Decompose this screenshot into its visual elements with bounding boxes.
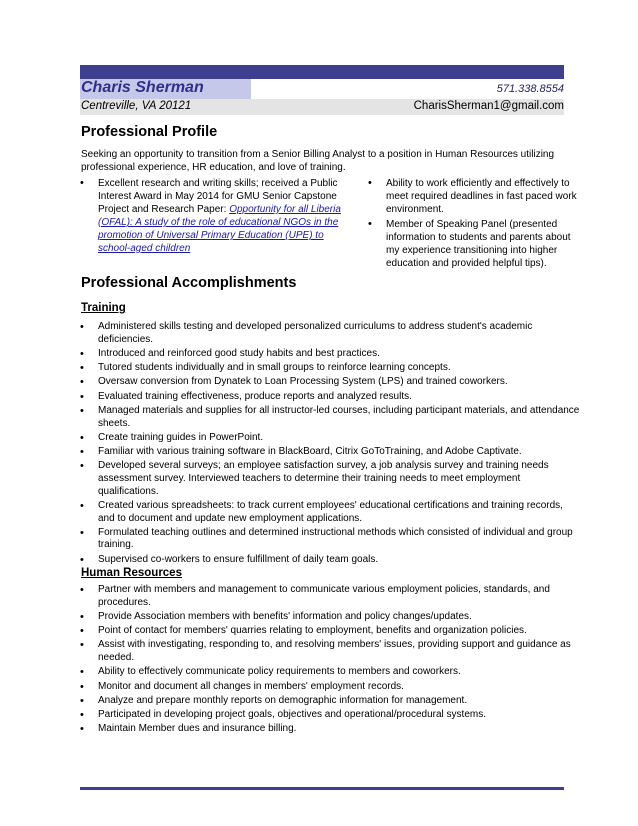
phone-number: 571.338.8554 (496, 83, 564, 95)
list-item: • Ability to work efficiently and effectively to meet required deadlines in fast paced work environment. (366, 177, 584, 216)
profile-summary: Seeking an opportunity to transition from a Senior Billing Analyst to a position in Human Resources utilizing professional experience, HR education, and love of training. (81, 149, 555, 173)
address: Centreville, VA 20121 (81, 100, 192, 112)
list-item: • Created various spreadsheets: to track current employees' educational certifications and training records, and to document and update new employment applications. (78, 500, 581, 525)
list-item: • Assist with investigating, responding to, and resolving members' issues, providing support and guidance as needed. (78, 639, 581, 664)
list-item: • Developed several surveys; an employee satisfaction survey, a job analysis survey and training needs assessment survey. Interviewed teachers to determine their training needs to meet employment qualifications. (78, 460, 581, 498)
list-item: • Administered skills testing and developed personalized curriculums to address student's academic deficiencies. (78, 321, 581, 346)
list-item: • Ability to effectively communicate policy requirements to members and coworkers. (78, 666, 581, 679)
list-item: • Create training guides in PowerPoint. (78, 432, 581, 445)
accomplishments-heading: Professional Accomplishments (81, 275, 297, 291)
hr-list (78, 584, 581, 738)
list-item: • Formulated teaching outlines and determined instructional methods which consisted of individual and group training. (78, 527, 581, 552)
list-item: • Tutored students individually and in small groups to reinforce learning concepts. (78, 362, 581, 375)
list-item: • Provide Association members with benefits' information and policy changes/updates. (78, 611, 581, 624)
list-item: • Partner with members and management to communicate various employment policies, standards, and procedures. (78, 584, 581, 609)
list-item: • Monitor and document all changes in members' employment records. (78, 681, 581, 694)
profile-heading: Professional Profile (81, 124, 218, 140)
list-item (78, 177, 350, 255)
paper-link[interactable]: Opportunity for all Liberia (OFAL): A study of the role of educational NGOs in the promotion of Universal Primary Education (UPE) to school-aged children (98, 204, 341, 254)
header-top-bar (80, 65, 564, 79)
list-item: • Familiar with various training software in BlackBoard, Citrix GoToTraining, and Adobe Captivate. (78, 446, 581, 459)
list-item: • Oversaw conversion from Dynatek to Loan Processing System (LPS) and trained coworkers. (78, 376, 581, 389)
list-item: • Maintain Member dues and insurance billing. (78, 723, 581, 736)
profile-left-list (78, 177, 350, 255)
list-item: • Managed materials and supplies for all instructor-led courses, including participant materials, and attendance sheets. (78, 405, 581, 430)
email-address: CharisSherman1@gmail.com (413, 100, 564, 112)
list-item: • Member of Speaking Panel (presented information to students and parents about my experience transitioning into higher education and provided helpful tips). (366, 218, 584, 270)
list-item: • Supervised co-workers to ensure fulfillment of daily team goals. (78, 554, 581, 567)
profile-right-list (366, 177, 584, 270)
list-item: • Participated in developing project goals, objectives and operational/procedural systems. (78, 709, 581, 722)
training-heading: Training (81, 302, 126, 314)
award-text: Excellent research and writing skills; received a Public Interest Award in May 2014 for GMU Senior Capstone Project and Research Paper: (98, 178, 338, 215)
footer-bar (80, 787, 564, 790)
training-list (78, 321, 581, 568)
candidate-name: Charis Sherman (81, 79, 204, 96)
hr-heading: Human Resources (81, 567, 182, 579)
list-item: • Introduced and reinforced good study habits and best practices. (78, 348, 581, 361)
list-item: • Evaluated training effectiveness, produce reports and analyzed results. (78, 391, 581, 404)
list-item: • Analyze and prepare monthly reports on demographic information for management. (78, 695, 581, 708)
list-item: • Point of contact for members' quarries relating to employment, benefits and organization policies. (78, 625, 581, 638)
